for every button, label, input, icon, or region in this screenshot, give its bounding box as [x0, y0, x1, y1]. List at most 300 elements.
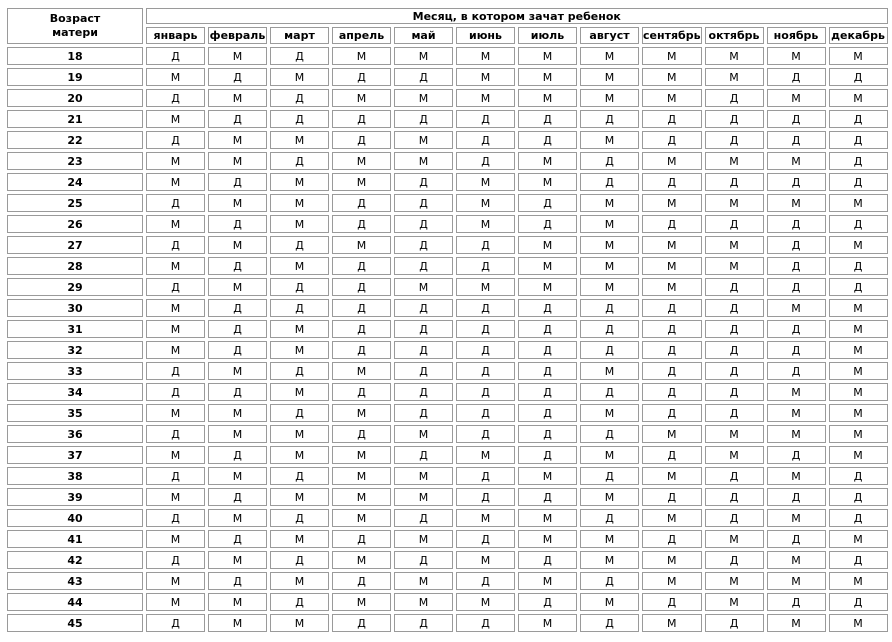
- gender-cell: М: [829, 530, 888, 548]
- gender-cell: М: [642, 47, 702, 65]
- gender-cell: М: [829, 89, 888, 107]
- gender-cell: М: [767, 467, 826, 485]
- gender-cell: Д: [270, 551, 329, 569]
- gender-cell: М: [518, 278, 577, 296]
- month-header-9: сентябрь: [643, 29, 701, 42]
- gender-cell: Д: [146, 614, 205, 632]
- month-header-6: июнь: [456, 27, 515, 44]
- gender-cell: Д: [767, 257, 826, 275]
- gender-cell: М: [146, 173, 205, 191]
- gender-cell: Д: [767, 68, 826, 86]
- mother-age-cell: 36: [7, 425, 143, 443]
- mother-age-cell: 22: [7, 131, 143, 149]
- gender-cell: М: [332, 362, 391, 380]
- mother-age-cell: 33: [7, 362, 143, 380]
- mother-age-cell: 37: [7, 446, 143, 464]
- gender-cell: М: [270, 488, 329, 506]
- gender-cell: М: [208, 89, 267, 107]
- gender-cell: Д: [394, 446, 453, 464]
- gender-cell: Д: [456, 299, 515, 317]
- gender-cell: Д: [518, 425, 577, 443]
- gender-cell: Д: [767, 131, 826, 149]
- gender-cell: Д: [642, 446, 702, 464]
- gender-cell: Д: [456, 488, 515, 506]
- mother-age-cell: 25: [7, 194, 143, 212]
- gender-cell: Д: [394, 614, 453, 632]
- table-body: [7, 47, 888, 632]
- gender-cell: Д: [642, 173, 702, 191]
- gender-cell: Д: [208, 446, 267, 464]
- gender-cell: Д: [518, 362, 577, 380]
- gender-cell: Д: [456, 152, 515, 170]
- gender-cell: Д: [580, 299, 639, 317]
- gender-cell: М: [394, 278, 453, 296]
- gender-cell: М: [146, 257, 205, 275]
- gender-cell: Д: [518, 446, 577, 464]
- gender-cell: Д: [767, 362, 826, 380]
- gender-cell: Д: [767, 530, 826, 548]
- gender-cell: М: [518, 509, 577, 527]
- gender-cell: М: [580, 131, 639, 149]
- gender-cell: М: [518, 530, 577, 548]
- gender-cell: Д: [580, 341, 639, 359]
- gender-cell: М: [146, 152, 205, 170]
- gender-cell: М: [146, 110, 205, 128]
- gender-cell: Д: [642, 110, 702, 128]
- gender-cell: М: [394, 488, 453, 506]
- gender-cell: Д: [705, 110, 764, 128]
- gender-cell: Д: [705, 89, 764, 107]
- gender-cell: Д: [394, 194, 453, 212]
- gender-cell: Д: [456, 467, 515, 485]
- gender-cell: Д: [208, 341, 267, 359]
- gender-cell: М: [829, 425, 888, 443]
- gender-cell: М: [394, 425, 453, 443]
- gender-cell: М: [332, 488, 391, 506]
- gender-cell: Д: [332, 425, 391, 443]
- table-row: [7, 320, 888, 338]
- gender-cell: Д: [146, 194, 205, 212]
- gender-cell: М: [270, 215, 329, 233]
- gender-cell: М: [456, 593, 515, 611]
- gender-cell: М: [146, 215, 205, 233]
- gender-cell: М: [332, 446, 391, 464]
- gender-cell: М: [642, 425, 702, 443]
- gender-cell: Д: [580, 320, 639, 338]
- gender-cell: Д: [332, 110, 391, 128]
- gender-cell: М: [146, 593, 205, 611]
- gender-cell: М: [580, 257, 639, 275]
- gender-cell: М: [208, 551, 267, 569]
- mother-age-cell: 19: [7, 68, 143, 86]
- gender-cell: Д: [518, 110, 577, 128]
- gender-cell: Д: [642, 404, 702, 422]
- gender-cell: Д: [705, 488, 764, 506]
- gender-cell: Д: [332, 572, 391, 590]
- gender-cell: Д: [829, 509, 888, 527]
- gender-cell: М: [456, 215, 515, 233]
- table-row: [7, 47, 888, 65]
- gender-cell: Д: [829, 131, 888, 149]
- gender-cell: Д: [705, 215, 764, 233]
- gender-cell: М: [767, 89, 826, 107]
- gender-cell: Д: [829, 488, 888, 506]
- gender-cell: Д: [146, 47, 205, 65]
- gender-cell: М: [332, 152, 391, 170]
- gender-cell: М: [394, 572, 453, 590]
- gender-cell: Д: [767, 446, 826, 464]
- gender-cell: М: [767, 194, 826, 212]
- gender-cell: Д: [270, 278, 329, 296]
- table-row: [7, 572, 888, 590]
- mother-age-header-line2: матери: [52, 26, 98, 39]
- gender-cell: М: [580, 68, 639, 86]
- gender-cell: Д: [829, 551, 888, 569]
- gender-cell: Д: [829, 110, 888, 128]
- gender-cell: Д: [270, 362, 329, 380]
- gender-cell: Д: [394, 257, 453, 275]
- gender-cell: Д: [456, 425, 515, 443]
- gender-cell: М: [705, 47, 764, 65]
- gender-cell: Д: [642, 320, 702, 338]
- gender-cell: М: [580, 362, 639, 380]
- gender-cell: Д: [705, 299, 764, 317]
- gender-cell: Д: [456, 362, 515, 380]
- gender-cell: Д: [829, 173, 888, 191]
- gender-cell: М: [208, 236, 267, 254]
- gender-cell: М: [456, 194, 515, 212]
- gender-cell: М: [580, 89, 639, 107]
- gender-cell: Д: [580, 614, 639, 632]
- gender-cell: Д: [518, 341, 577, 359]
- gender-cell: М: [456, 278, 515, 296]
- gender-cell: М: [642, 194, 702, 212]
- gender-cell: М: [270, 341, 329, 359]
- gender-cell: М: [332, 173, 391, 191]
- mother-age-header: [7, 8, 143, 44]
- conception-month-header: Месяц, в котором зачат ребенок: [146, 8, 888, 24]
- gender-cell: Д: [518, 488, 577, 506]
- gender-cell: М: [270, 614, 329, 632]
- gender-cell: М: [518, 173, 577, 191]
- gender-cell: Д: [332, 68, 391, 86]
- mother-age-cell: 44: [7, 593, 143, 611]
- table-row: [7, 488, 888, 506]
- gender-cell: М: [767, 47, 826, 65]
- gender-cell: Д: [270, 89, 329, 107]
- gender-cell: М: [208, 131, 267, 149]
- gender-cell: Д: [642, 593, 702, 611]
- gender-cell: М: [518, 257, 577, 275]
- gender-cell: Д: [705, 551, 764, 569]
- month-header-5: май: [394, 27, 453, 44]
- month-header-10: октябрь: [705, 27, 764, 44]
- gender-cell: М: [456, 446, 515, 464]
- gender-cell: М: [705, 257, 764, 275]
- gender-cell: М: [146, 68, 205, 86]
- gender-cell: М: [270, 320, 329, 338]
- gender-cell: М: [705, 152, 764, 170]
- gender-cell: М: [208, 152, 267, 170]
- gender-cell: Д: [146, 89, 205, 107]
- mother-age-cell: 43: [7, 572, 143, 590]
- gender-cell: М: [580, 47, 639, 65]
- gender-cell: Д: [829, 215, 888, 233]
- table-row: [7, 614, 888, 632]
- gender-cell: М: [829, 383, 888, 401]
- gender-cell: М: [767, 614, 826, 632]
- table-row: [7, 551, 888, 569]
- gender-cell: Д: [767, 488, 826, 506]
- gender-cell: М: [580, 593, 639, 611]
- gender-cell: М: [767, 425, 826, 443]
- gender-cell: Д: [705, 383, 764, 401]
- gender-cell: Д: [456, 236, 515, 254]
- gender-cell: М: [705, 446, 764, 464]
- gender-cell: Д: [270, 236, 329, 254]
- table-row: [7, 299, 888, 317]
- gender-cell: М: [829, 341, 888, 359]
- gender-cell: Д: [332, 341, 391, 359]
- gender-cell: Д: [394, 215, 453, 233]
- table-row: [7, 89, 888, 107]
- gender-cell: Д: [518, 593, 577, 611]
- gender-cell: М: [829, 404, 888, 422]
- gender-cell: М: [829, 446, 888, 464]
- gender-cell: М: [394, 593, 453, 611]
- month-header-4: апрель: [332, 27, 391, 44]
- gender-cell: М: [642, 509, 702, 527]
- gender-cell: М: [146, 341, 205, 359]
- gender-cell: Д: [705, 320, 764, 338]
- gender-cell: Д: [767, 320, 826, 338]
- month-header-8: август: [580, 27, 639, 44]
- gender-cell: Д: [332, 257, 391, 275]
- gender-cell: М: [829, 320, 888, 338]
- table-row: [7, 593, 888, 611]
- gender-cell: Д: [146, 467, 205, 485]
- gender-cell: М: [146, 446, 205, 464]
- gender-cell: Д: [705, 173, 764, 191]
- gender-cell: М: [767, 383, 826, 401]
- gender-cell: М: [332, 467, 391, 485]
- gender-cell: Д: [270, 509, 329, 527]
- gender-cell: М: [642, 152, 702, 170]
- gender-cell: Д: [270, 467, 329, 485]
- gender-cell: Д: [580, 152, 639, 170]
- mother-age-cell: 20: [7, 89, 143, 107]
- gender-cell: Д: [767, 236, 826, 254]
- gender-cell: Д: [456, 404, 515, 422]
- gender-cell: М: [518, 68, 577, 86]
- table-row: [7, 257, 888, 275]
- gender-cell: Д: [642, 383, 702, 401]
- gender-cell: Д: [705, 614, 764, 632]
- gender-cell: Д: [767, 278, 826, 296]
- gender-cell: М: [518, 467, 577, 485]
- gender-cell: Д: [518, 215, 577, 233]
- table-row: [7, 530, 888, 548]
- gender-cell: Д: [394, 383, 453, 401]
- gender-cell: М: [642, 68, 702, 86]
- gender-cell: М: [580, 194, 639, 212]
- gender-cell: Д: [518, 551, 577, 569]
- gender-cell: Д: [456, 572, 515, 590]
- gender-cell: Д: [208, 488, 267, 506]
- gender-cell: Д: [332, 215, 391, 233]
- gender-cell: М: [580, 530, 639, 548]
- table-row: [7, 509, 888, 527]
- gender-cell: М: [332, 236, 391, 254]
- gender-cell: Д: [767, 173, 826, 191]
- gender-cell: М: [456, 173, 515, 191]
- conception-gender-table: [4, 5, 891, 635]
- gender-cell: М: [580, 446, 639, 464]
- gender-cell: М: [705, 68, 764, 86]
- gender-cell: Д: [642, 299, 702, 317]
- month-header-2: февраль: [209, 29, 266, 42]
- gender-cell: Д: [705, 341, 764, 359]
- gender-cell: М: [270, 383, 329, 401]
- gender-cell: Д: [146, 551, 205, 569]
- mother-age-cell: 18: [7, 47, 143, 65]
- mother-age-header-line1: Возраст: [49, 12, 101, 25]
- gender-cell: М: [394, 89, 453, 107]
- gender-cell: М: [580, 215, 639, 233]
- mother-age-cell: 38: [7, 467, 143, 485]
- gender-cell: Д: [642, 215, 702, 233]
- gender-cell: М: [642, 89, 702, 107]
- gender-cell: М: [580, 278, 639, 296]
- mother-age-cell: 21: [7, 110, 143, 128]
- gender-cell: Д: [332, 320, 391, 338]
- gender-cell: М: [518, 236, 577, 254]
- table-row: [7, 152, 888, 170]
- gender-cell: М: [580, 236, 639, 254]
- gender-cell: Д: [270, 299, 329, 317]
- gender-cell: Д: [767, 215, 826, 233]
- gender-cell: Д: [456, 530, 515, 548]
- gender-cell: Д: [829, 152, 888, 170]
- gender-cell: Д: [208, 173, 267, 191]
- gender-cell: Д: [332, 530, 391, 548]
- table-row: [7, 194, 888, 212]
- gender-cell: М: [456, 89, 515, 107]
- gender-cell: М: [208, 278, 267, 296]
- gender-cell: М: [146, 320, 205, 338]
- gender-cell: М: [146, 299, 205, 317]
- gender-cell: М: [270, 446, 329, 464]
- gender-cell: Д: [518, 131, 577, 149]
- gender-cell: Д: [270, 152, 329, 170]
- gender-cell: М: [146, 572, 205, 590]
- gender-cell: Д: [580, 425, 639, 443]
- gender-cell: Д: [580, 110, 639, 128]
- gender-cell: М: [642, 236, 702, 254]
- gender-cell: М: [208, 404, 267, 422]
- gender-cell: М: [829, 47, 888, 65]
- table-row: [7, 446, 888, 464]
- gender-cell: М: [270, 68, 329, 86]
- gender-cell: Д: [642, 131, 702, 149]
- gender-cell: М: [518, 152, 577, 170]
- gender-cell: Д: [456, 320, 515, 338]
- gender-cell: М: [394, 152, 453, 170]
- gender-cell: М: [270, 530, 329, 548]
- gender-cell: Д: [270, 404, 329, 422]
- gender-cell: Д: [332, 614, 391, 632]
- mother-age-cell: 35: [7, 404, 143, 422]
- gender-cell: М: [829, 194, 888, 212]
- gender-cell: М: [332, 89, 391, 107]
- gender-cell: М: [642, 278, 702, 296]
- gender-cell: М: [642, 257, 702, 275]
- gender-cell: М: [642, 614, 702, 632]
- mother-age-cell: 29: [7, 278, 143, 296]
- gender-cell: Д: [580, 509, 639, 527]
- gender-cell: М: [332, 593, 391, 611]
- gender-cell: М: [829, 299, 888, 317]
- gender-cell: М: [332, 551, 391, 569]
- gender-cell: Д: [332, 131, 391, 149]
- gender-cell: М: [829, 236, 888, 254]
- gender-cell: Д: [394, 551, 453, 569]
- gender-cell: М: [208, 362, 267, 380]
- gender-cell: Д: [208, 299, 267, 317]
- gender-cell: Д: [208, 383, 267, 401]
- gender-cell: М: [829, 362, 888, 380]
- gender-cell: М: [767, 404, 826, 422]
- gender-cell: Д: [394, 110, 453, 128]
- gender-cell: М: [394, 467, 453, 485]
- gender-cell: Д: [270, 593, 329, 611]
- month-header-11: ноябрь: [767, 27, 826, 44]
- gender-cell: М: [829, 572, 888, 590]
- gender-cell: Д: [394, 404, 453, 422]
- table-row: [7, 68, 888, 86]
- gender-cell: Д: [332, 194, 391, 212]
- gender-cell: Д: [518, 383, 577, 401]
- gender-cell: Д: [208, 572, 267, 590]
- gender-cell: Д: [394, 299, 453, 317]
- gender-cell: Д: [456, 383, 515, 401]
- gender-cell: Д: [829, 278, 888, 296]
- gender-cell: Д: [518, 299, 577, 317]
- table-row: [7, 215, 888, 233]
- table-row: [7, 278, 888, 296]
- gender-cell: М: [705, 593, 764, 611]
- gender-cell: М: [767, 509, 826, 527]
- gender-cell: Д: [518, 194, 577, 212]
- month-header-12: декабрь: [829, 27, 888, 44]
- gender-cell: М: [332, 47, 391, 65]
- gender-cell: М: [642, 572, 702, 590]
- gender-cell: Д: [705, 362, 764, 380]
- mother-age-cell: 34: [7, 383, 143, 401]
- table-row: [7, 131, 888, 149]
- gender-cell: Д: [146, 383, 205, 401]
- header-row-title: [7, 8, 888, 24]
- gender-cell: Д: [332, 299, 391, 317]
- gender-cell: Д: [208, 68, 267, 86]
- gender-cell: Д: [394, 509, 453, 527]
- mother-age-cell: 42: [7, 551, 143, 569]
- gender-cell: Д: [146, 236, 205, 254]
- gender-cell: М: [767, 152, 826, 170]
- mother-age-cell: 24: [7, 173, 143, 191]
- gender-cell: Д: [705, 467, 764, 485]
- mother-age-cell: 26: [7, 215, 143, 233]
